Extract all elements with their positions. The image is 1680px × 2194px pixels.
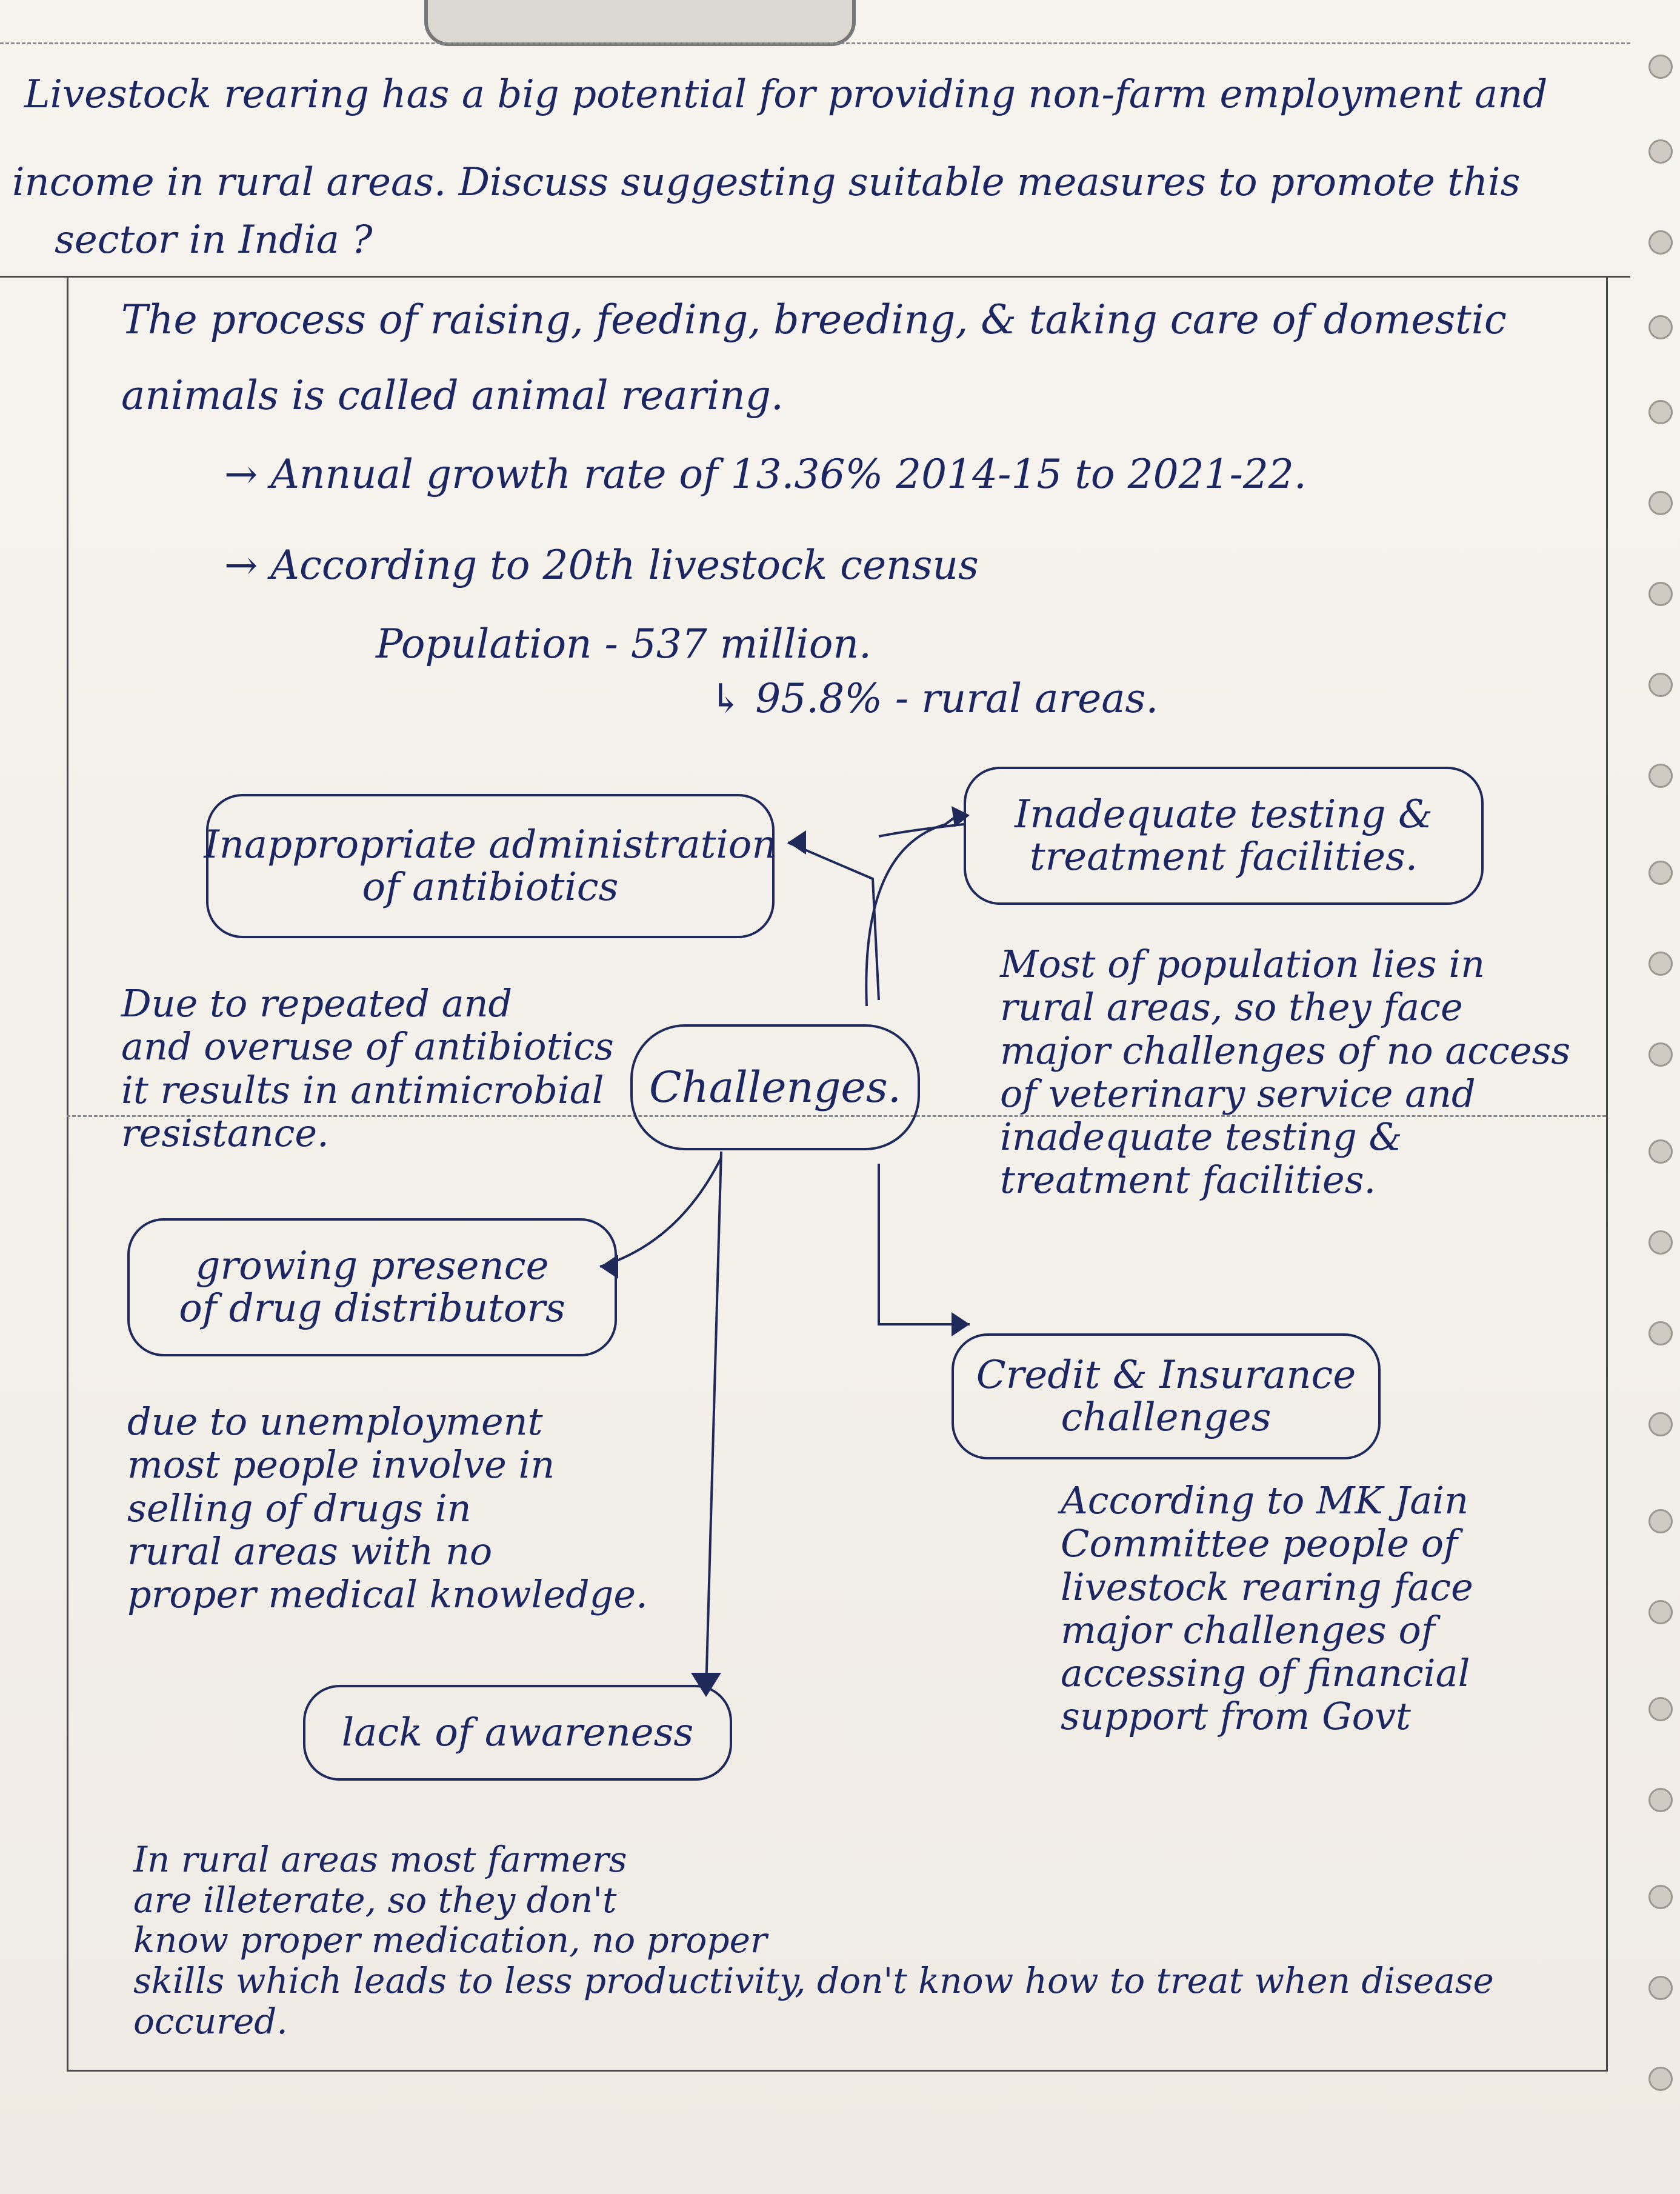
- census-point: → According to 20th livestock census: [224, 542, 979, 589]
- question-line-3: sector in India ?: [55, 218, 373, 262]
- connector-awareness: [706, 1152, 721, 1691]
- intro-line-2: animals is called animal rearing.: [121, 372, 784, 419]
- intro-line-1: The process of raising, feeding, breeding, & taking care of domestic: [121, 296, 1507, 343]
- drug-distributors-node: growing presence of drug distributors: [127, 1218, 617, 1356]
- arrowhead-credit: [952, 1312, 970, 1336]
- awareness-node: lack of awareness: [303, 1685, 732, 1781]
- testing-node: Inadequate testing & treatment facilities.: [964, 767, 1484, 905]
- drug-distributors-text: due to unemployment most people involve in selling of drugs in rural areas with no proper medical knowledge.: [127, 1399, 648, 1617]
- rural-share-figure: ↳ 95.8% - rural areas.: [709, 675, 1159, 722]
- connector-credit: [879, 1164, 970, 1324]
- growth-rate-point: → Annual growth rate of 13.36% 2014-15 to 2021-22.: [224, 451, 1307, 498]
- arrowhead-antibiotics: [788, 830, 806, 855]
- awareness-text: In rural areas most farmers are illeterate, so they don't know proper medication, no proper skills which leads to less productivity, don't know how to treat when disease occured.: [133, 1839, 1494, 2042]
- question-line-2: income in rural areas. Discuss suggesting suitable measures to promote this: [12, 160, 1521, 205]
- question-line-1: Livestock rearing has a big potential for providing non-farm employment and: [24, 72, 1548, 117]
- population-figure: Population - 537 million.: [376, 621, 872, 667]
- credit-node: Credit & Insurance challenges: [952, 1333, 1381, 1459]
- testing-text: Most of population lies in rural areas, so they face major challenges of no access of veterinary service and inadequate testing & treatment facilities.: [1000, 942, 1571, 1202]
- antibiotics-text: Due to repeated and and overuse of antibiotics it results in antimicrobial resistance.: [121, 981, 614, 1155]
- challenges-center-node: Challenges.: [630, 1024, 920, 1150]
- connector-drugs: [600, 1158, 721, 1267]
- credit-text: According to MK Jain Committee people of livestock rearing face major challenges of accessing of financial support from Govt: [1061, 1478, 1473, 1739]
- connector-testing: [866, 815, 958, 1006]
- antibiotics-node: Inappropriate administration of antibiotics: [206, 794, 775, 938]
